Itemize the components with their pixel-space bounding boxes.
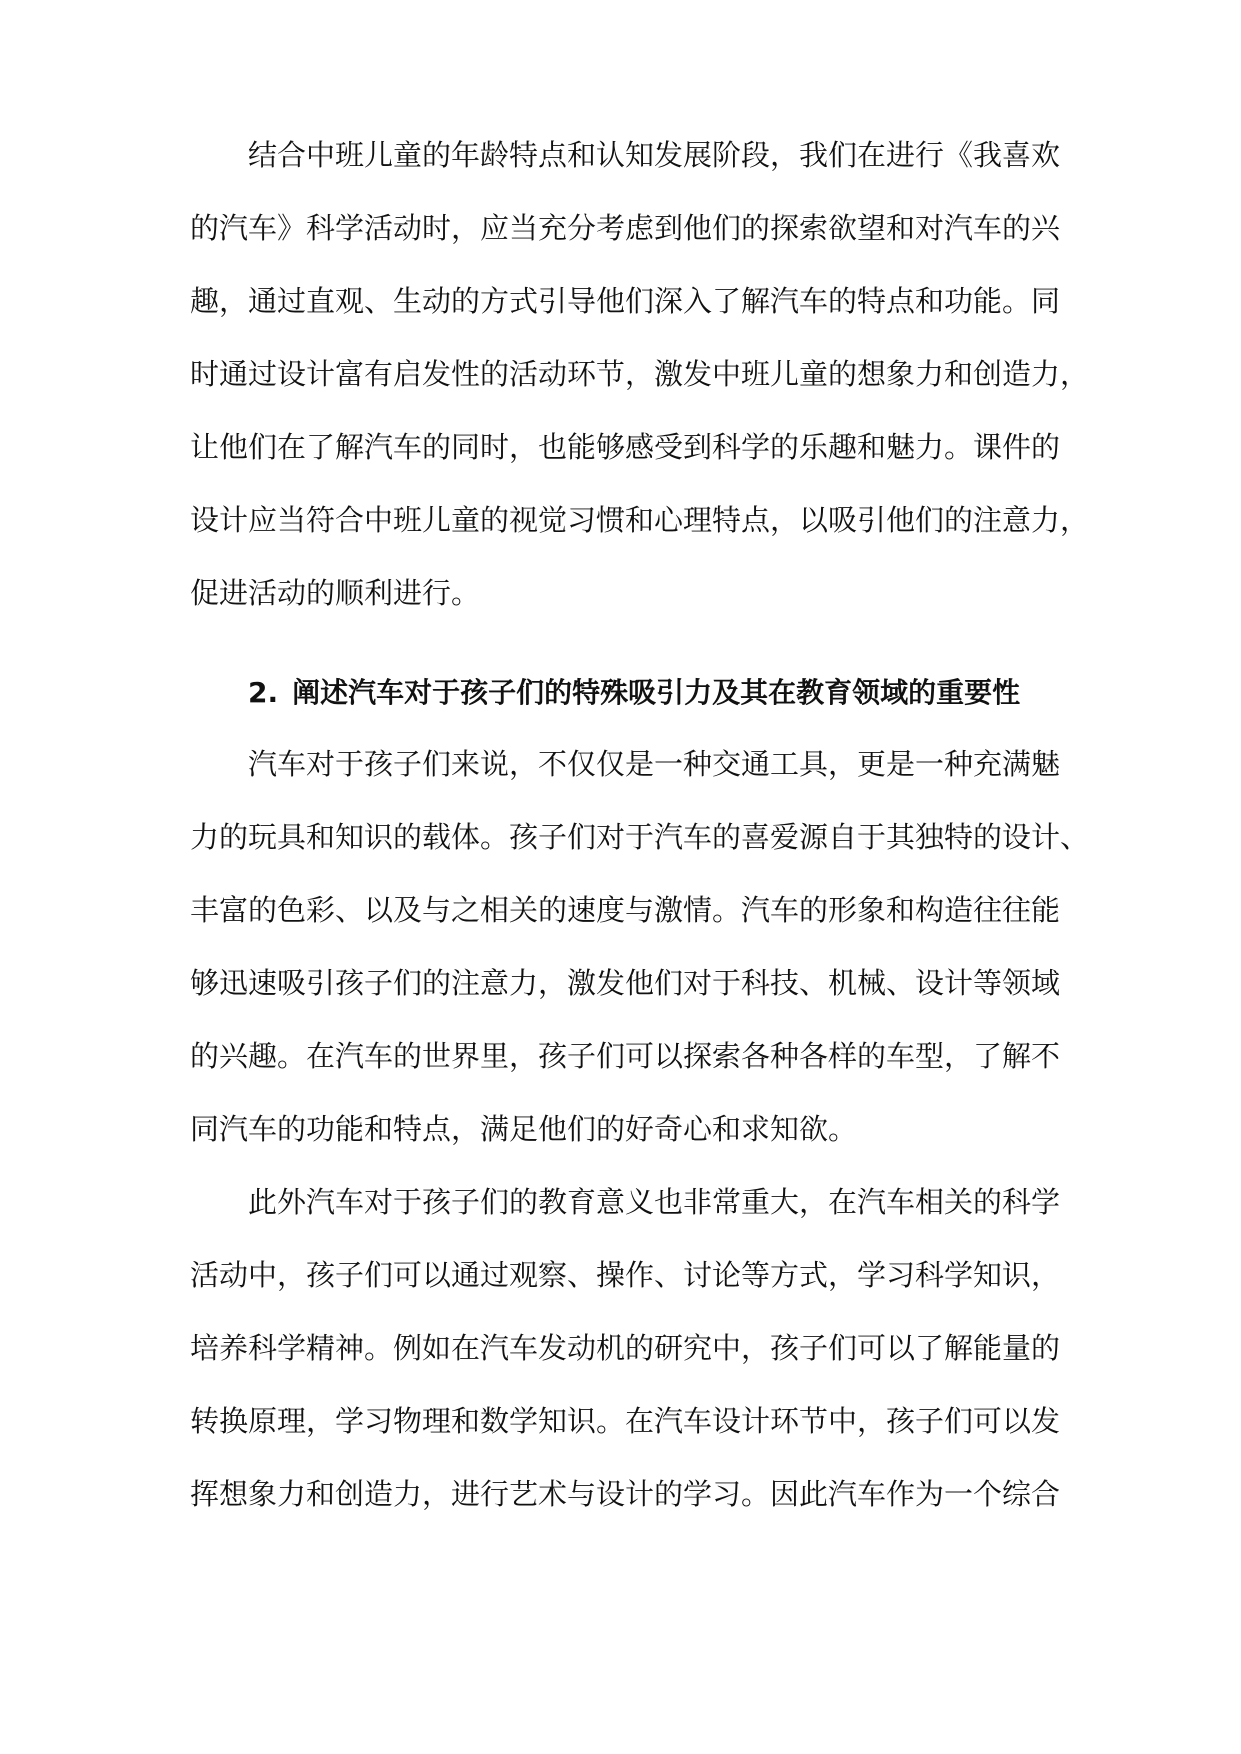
paragraph-3-line-5: 挥想象力和创造力，进行艺术与设计的学习。因此汽车作为一个综合	[190, 1477, 1061, 1511]
section-2-heading	[248, 669, 1060, 717]
paragraph-1-line-1: 结合中班儿童的年龄特点和认知发展阶段，我们在进行《我喜欢	[248, 138, 1061, 172]
paragraph-2-line-4: 够迅速吸引孩子们的注意力，激发他们对于科技、机械、设计等领域	[190, 966, 1061, 1000]
paragraph-3-line-3: 培养科学精神。例如在汽车发动机的研究中，孩子们可以了解能量的	[190, 1331, 1061, 1365]
paragraph-2-line-1: 汽车对于孩子们来说，不仅仅是一种交通工具，更是一种充满魅	[248, 747, 1061, 781]
paragraph-1-line-6: 设计应当符合中班儿童的视觉习惯和心理特点，以吸引他们的注意力，	[190, 503, 1090, 537]
paragraph-2-line-6: 同汽车的功能和特点，满足他们的好奇心和求知欲。	[190, 1112, 858, 1146]
section-2-number: 2.	[248, 676, 279, 709]
paragraph-1-line-3: 趣，通过直观、生动的方式引导他们深入了解汽车的特点和功能。同	[190, 284, 1061, 318]
section-2-title: 阐述汽车对于孩子们的特殊吸引力及其在教育领域的重要性	[292, 676, 1021, 709]
paragraph-1-line-5: 让他们在了解汽车的同时，也能够感受到科学的乐趣和魅力。课件的	[190, 430, 1061, 464]
paragraph-3-line-2: 活动中，孩子们可以通过观察、操作、讨论等方式，学习科学知识，	[190, 1258, 1061, 1292]
paragraph-2-line-2: 力的玩具和知识的载体。孩子们对于汽车的喜爱源自于其独特的设计、	[190, 820, 1090, 854]
paragraph-3-line-4: 转换原理，学习物理和数学知识。在汽车设计环节中，孩子们可以发	[190, 1404, 1061, 1438]
paragraph-1-line-4: 时通过设计富有启发性的活动环节，激发中班儿童的想象力和创造力，	[190, 357, 1090, 391]
paragraph-2-line-3: 丰富的色彩、以及与之相关的速度与激情。汽车的形象和构造往往能	[190, 893, 1061, 927]
paragraph-1-line-2: 的汽车》科学活动时，应当充分考虑到他们的探索欲望和对汽车的兴	[190, 211, 1061, 245]
paragraph-2-line-5: 的兴趣。在汽车的世界里，孩子们可以探索各种各样的车型，了解不	[190, 1039, 1061, 1073]
paragraph-1-line-7: 促进活动的顺利进行。	[190, 576, 481, 610]
paragraph-3-line-1: 此外汽车对于孩子们的教育意义也非常重大，在汽车相关的科学	[248, 1185, 1061, 1219]
